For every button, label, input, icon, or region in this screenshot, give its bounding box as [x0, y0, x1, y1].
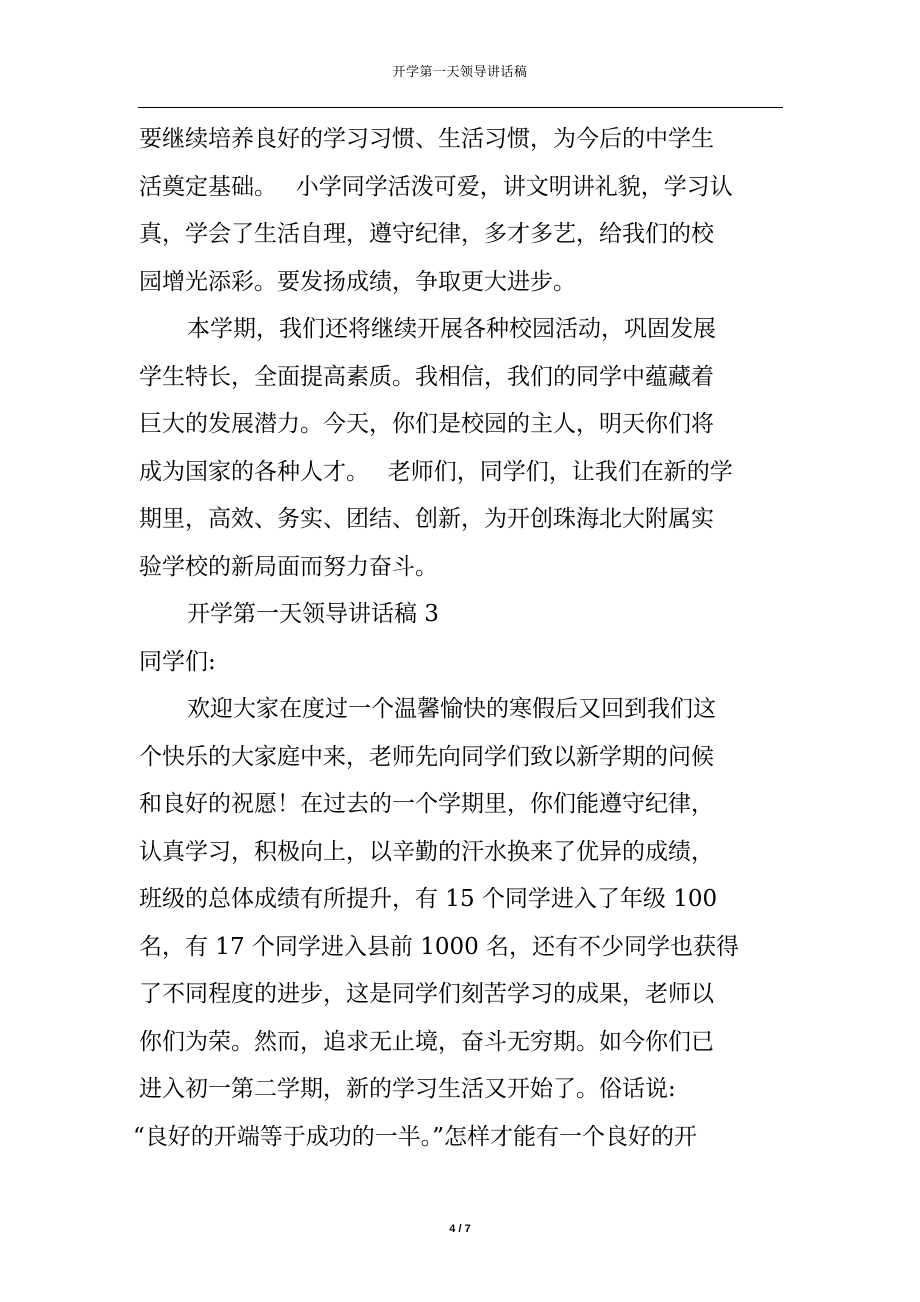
text-line: 认真学习，积极向上，以辛勤的汗水换来了优异的成绩， — [139, 838, 714, 865]
text-line: 了不同程度的进步，这是同学们刻苦学习的成果，老师以 — [139, 981, 714, 1007]
paragraph-start-line: 欢迎大家在度过一个温馨愉快的寒假后又回到我们这 — [187, 696, 716, 722]
text-line: 真，学会了生活自理，遵守纪律，多才多艺，给我们的校 — [139, 221, 714, 247]
page-header: 开学第一天领导讲话稿 — [392, 65, 528, 80]
text-line: 进入初一第二学期，新的学习生活又开始了。俗话说: — [139, 1076, 676, 1102]
text-line: 活奠定基础。 小学同学活泼可爱，讲文明讲礼貌，学习认 — [139, 173, 733, 200]
text-line: 班级的总体成绩有所提升，有 15 个同学进入了年级 100 — [139, 886, 718, 912]
text-line: 名，有 17 个同学进入县前 1000 名，还有不少同学也获得 — [139, 933, 740, 960]
text-line: 验学校的新局面而努力奋斗。 — [139, 553, 438, 580]
text-line: 期里，高效、务实、团结、创新，为开创珠海北大附属实 — [139, 506, 714, 532]
text-line: 园增光添彩。要发扬成绩，争取更大进步。 — [139, 268, 576, 295]
section-heading: 开学第一天领导讲话稿 3 — [187, 601, 439, 627]
text-line: 学生特长，全面提高素质。我相信，我们的同学中蕴藏着 — [139, 363, 714, 390]
page-number: 4 / 7 — [449, 1223, 471, 1235]
header-divider — [138, 107, 783, 108]
paragraph-start-line: 本学期，我们还将继续开展各种校园活动，巩固发展 — [187, 316, 716, 342]
document-body — [133, 116, 789, 1161]
text-line: “良好的开端等于成功的一半。”怎样才能有一个良好的开 — [133, 1123, 698, 1150]
text-line: 成为国家的各种人才。 老师们，同学们，让我们在新的学 — [139, 458, 733, 485]
text-line: 要继续培养良好的学习习惯、生活习惯，为今后的中学生 — [139, 126, 714, 152]
text-line: 巨大的发展潜力。今天，你们是校园的主人，明天你们将 — [139, 411, 714, 437]
text-line: 和良好的祝愿！在过去的一个学期里，你们能遵守纪律， — [139, 791, 714, 817]
salutation: 同学们: — [139, 648, 216, 675]
text-line: 个快乐的大家庭中来，老师先向同学们致以新学期的问候 — [139, 743, 714, 770]
text-line: 你们为荣。然而，追求无止境，奋斗无穷期。如今你们已 — [139, 1028, 714, 1055]
